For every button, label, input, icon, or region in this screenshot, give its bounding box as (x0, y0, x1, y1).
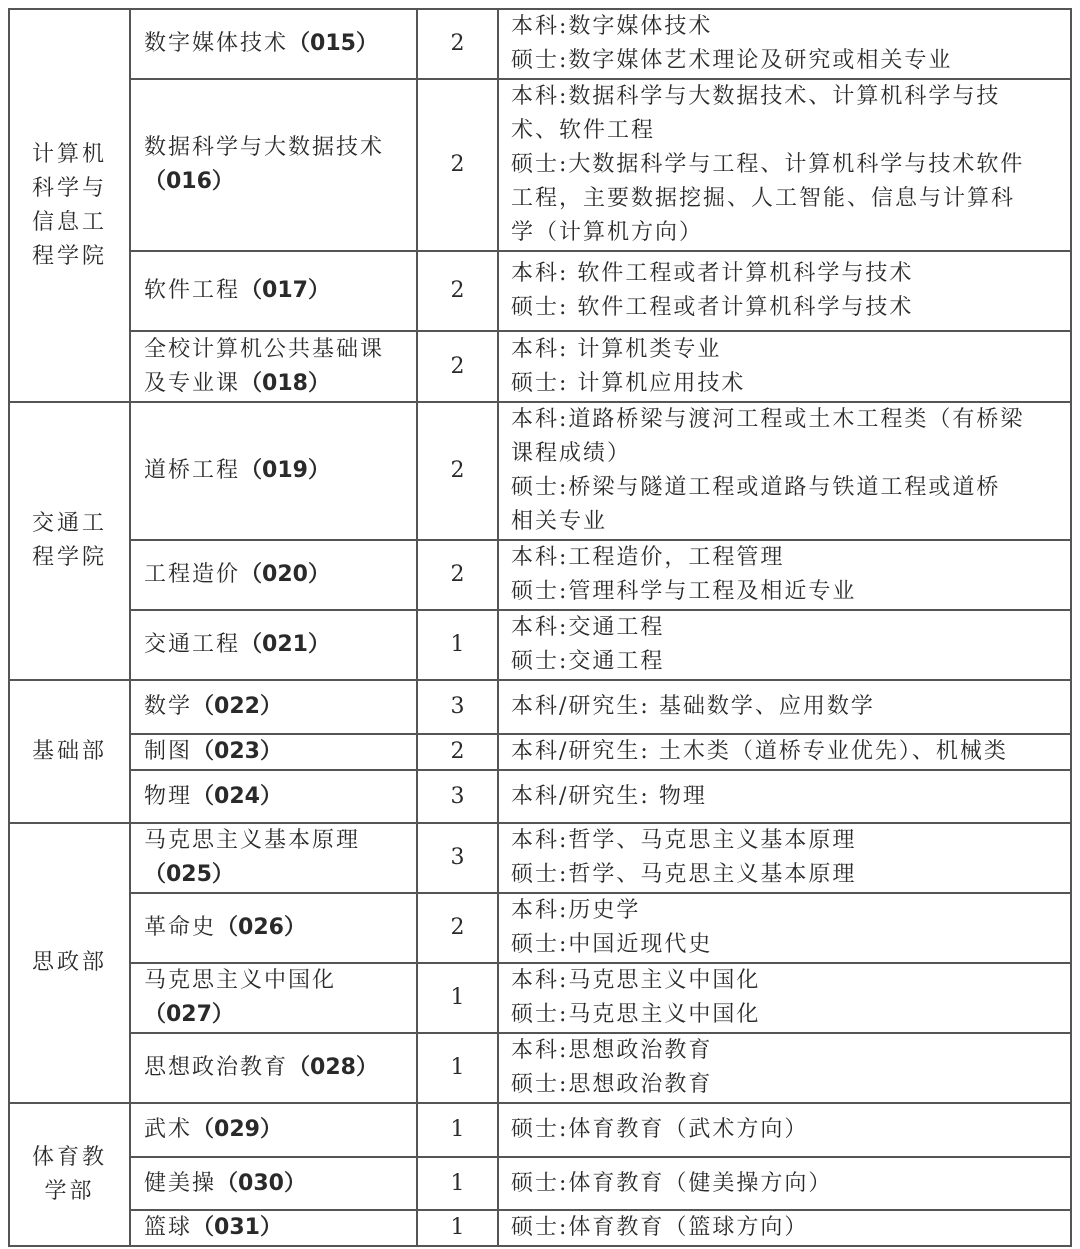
requirement-line: 本科/研究生: 基础数学、应用数学 (511, 694, 875, 719)
headcount-cell: 1 (417, 1210, 498, 1246)
recruitment-table (8, 8, 1072, 1247)
requirements-cell (498, 9, 1071, 79)
major-cell (130, 610, 417, 680)
major-code: （022） (192, 694, 282, 719)
requirements-cell (498, 251, 1071, 331)
headcount-cell: 1 (417, 1157, 498, 1210)
major-cell (130, 402, 417, 540)
requirement-line: 硕士:交通工程 (511, 649, 665, 674)
major-name: 数字媒体技术 (144, 31, 289, 56)
requirement-line: 本科/研究生: 物理 (511, 783, 707, 809)
department-name-line: 学部 (44, 1178, 95, 1204)
table-row (9, 331, 1071, 402)
major-name: 马克思主义中国化 (144, 968, 337, 993)
headcount-cell: 1 (417, 610, 498, 680)
headcount-cell: 2 (417, 251, 498, 331)
table-row (9, 1033, 1071, 1103)
table-row (9, 1103, 1071, 1157)
major-name: 道桥工程 (144, 458, 241, 483)
major-code: （018） (240, 370, 330, 396)
major-name: 数据科学与大数据技术 (144, 135, 385, 160)
requirement-line: 本科: 计算机类专业 (511, 336, 722, 362)
requirements-cell (498, 331, 1071, 402)
major-cell (130, 9, 417, 79)
table-row (9, 402, 1071, 540)
major-code: （030） (216, 1170, 306, 1196)
major-name: 篮球 (144, 1215, 193, 1240)
major-cell (130, 1033, 417, 1103)
department-name-line: 程学院 (31, 243, 107, 269)
headcount-cell: 1 (417, 963, 498, 1033)
requirement-line: 硕士:管理科学与工程及相近专业 (511, 579, 857, 604)
major-name: 思想政治教育 (144, 1055, 289, 1080)
headcount-cell: 2 (417, 893, 498, 963)
requirement-line: 硕士:体育教育（健美操方向） (511, 1170, 833, 1196)
major-name: 交通工程 (144, 632, 241, 657)
requirements-cell (498, 770, 1071, 823)
requirement-line: 本科:马克思主义中国化 (511, 968, 761, 993)
department-cell (9, 9, 130, 402)
requirement-line: 学（计算机方向） (511, 220, 704, 245)
major-code: （023） (192, 739, 282, 764)
headcount-cell: 2 (417, 9, 498, 79)
requirement-line: 硕士: 软件工程或者计算机科学与技术 (511, 295, 914, 320)
requirement-line: 硕士: 计算机应用技术 (511, 370, 746, 396)
requirement-line: 硕士:哲学、马克思主义基本原理 (511, 862, 857, 887)
department-name-line: 思政部 (31, 950, 107, 975)
major-cell (130, 1210, 417, 1246)
major-name: 马克思主义基本原理 (144, 828, 361, 853)
major-name: 软件工程 (144, 278, 241, 303)
requirement-line: 硕士:体育教育（篮球方向） (511, 1215, 809, 1240)
requirements-cell (498, 79, 1071, 251)
requirements-cell (498, 1210, 1071, 1246)
requirement-line: 硕士:数字媒体艺术理论及研究或相关专业 (511, 48, 953, 73)
headcount-cell: 3 (417, 823, 498, 893)
requirement-line: 术、软件工程 (511, 118, 656, 143)
major-cell (130, 823, 417, 893)
requirement-line: 本科:道路桥梁与渡河工程或土木工程类（有桥梁 (511, 407, 1025, 432)
major-code: （029） (192, 1117, 282, 1142)
requirement-line: 本科:哲学、马克思主义基本原理 (511, 828, 857, 853)
requirement-line: 本科:数字媒体技术 (511, 14, 713, 39)
major-name: 物理 (144, 783, 193, 809)
major-code: （021） (240, 632, 330, 657)
major-cell (130, 79, 417, 251)
requirements-cell (498, 1103, 1071, 1157)
major-code: （026） (216, 915, 306, 940)
department-cell (9, 680, 130, 823)
table-row (9, 823, 1071, 893)
requirement-line: 硕士:马克思主义中国化 (511, 1002, 761, 1027)
headcount-cell: 2 (417, 734, 498, 770)
department-cell (9, 1103, 130, 1246)
headcount-cell: 2 (417, 79, 498, 251)
requirements-cell (498, 1033, 1071, 1103)
department-name-line: 基础部 (31, 738, 107, 764)
table-row (9, 770, 1071, 823)
major-code: （027） (144, 1002, 234, 1027)
major-code: （020） (240, 562, 330, 587)
department-name-line: 计算机 (31, 141, 107, 167)
major-code: （019） (240, 458, 330, 483)
requirements-cell (498, 734, 1071, 770)
table-row (9, 9, 1071, 79)
table-row (9, 893, 1071, 963)
department-name-line: 交通工 (31, 511, 107, 536)
department-name-line: 体育教 (31, 1144, 107, 1170)
headcount-cell: 1 (417, 1103, 498, 1157)
requirement-line: 课程成绩） (511, 441, 632, 466)
headcount-cell: 2 (417, 540, 498, 610)
requirement-line: 本科/研究生: 土木类（道桥专业优先）、机械类 (511, 739, 1008, 764)
headcount-cell: 3 (417, 680, 498, 734)
requirements-cell (498, 540, 1071, 610)
major-name: 数学 (144, 694, 193, 719)
requirement-line: 工程，主要数据挖掘、人工智能、信息与计算科 (511, 186, 1016, 211)
major-code: （016） (144, 169, 234, 194)
requirements-cell (498, 402, 1071, 540)
major-name: 制图 (144, 739, 193, 764)
table-row (9, 963, 1071, 1033)
major-name: 武术 (144, 1117, 193, 1142)
table-row (9, 1157, 1071, 1210)
major-code: （028） (288, 1055, 378, 1080)
headcount-cell: 2 (417, 402, 498, 540)
headcount-cell: 3 (417, 770, 498, 823)
requirement-line: 硕士:思想政治教育 (511, 1072, 713, 1097)
requirement-line: 本科:交通工程 (511, 615, 665, 640)
department-cell (9, 823, 130, 1103)
major-cell (130, 770, 417, 823)
requirements-cell (498, 963, 1071, 1033)
major-cell (130, 734, 417, 770)
major-name: 工程造价 (144, 562, 241, 587)
major-code: （025） (144, 862, 234, 887)
department-name-line: 程学院 (31, 545, 107, 570)
major-cell (130, 963, 417, 1033)
table-row (9, 734, 1071, 770)
table-row (9, 1210, 1071, 1246)
major-name-line: 全校计算机公共基础课 (144, 336, 385, 362)
major-cell (130, 1157, 417, 1210)
requirement-line: 硕士:大数据科学与工程、计算机科学与技术软件 (511, 152, 1025, 177)
requirement-line: 硕士:桥梁与隧道工程或道路与铁道工程或道桥 (511, 475, 1001, 500)
major-code: （015） (288, 31, 378, 56)
requirements-cell (498, 680, 1071, 734)
major-cell (130, 331, 417, 402)
major-cell (130, 540, 417, 610)
department-name-line: 信息工 (31, 209, 107, 235)
table-row (9, 79, 1071, 251)
requirement-line: 本科: 软件工程或者计算机科学与技术 (511, 261, 914, 286)
table-row (9, 251, 1071, 331)
requirement-line: 本科:数据科学与大数据技术、计算机科学与技 (511, 84, 1001, 109)
requirements-cell (498, 893, 1071, 963)
major-name: 革命史 (144, 915, 217, 940)
department-name-line: 科学与 (31, 175, 107, 201)
major-cell (130, 1103, 417, 1157)
major-cell (130, 680, 417, 734)
table-body (9, 9, 1071, 1246)
requirement-line: 本科:工程造价，工程管理 (511, 545, 785, 570)
requirement-line: 硕士:中国近现代史 (511, 932, 713, 957)
major-code: （024） (192, 783, 282, 809)
requirement-line: 本科:历史学 (511, 898, 641, 923)
headcount-cell: 1 (417, 1033, 498, 1103)
major-cell (130, 893, 417, 963)
major-name: 健美操 (144, 1170, 217, 1196)
requirement-line: 本科:思想政治教育 (511, 1038, 713, 1063)
requirement-line: 硕士:体育教育（武术方向） (511, 1117, 809, 1142)
major-code: （017） (240, 278, 330, 303)
table-row (9, 680, 1071, 734)
major-name-line: 及专业课 (144, 370, 241, 396)
major-cell (130, 251, 417, 331)
requirement-line: 相关专业 (511, 509, 608, 534)
requirements-cell (498, 1157, 1071, 1210)
requirements-cell (498, 610, 1071, 680)
department-cell (9, 402, 130, 680)
headcount-cell: 2 (417, 331, 498, 402)
table-row (9, 610, 1071, 680)
table-row (9, 540, 1071, 610)
requirements-cell (498, 823, 1071, 893)
major-code: （031） (192, 1215, 282, 1240)
